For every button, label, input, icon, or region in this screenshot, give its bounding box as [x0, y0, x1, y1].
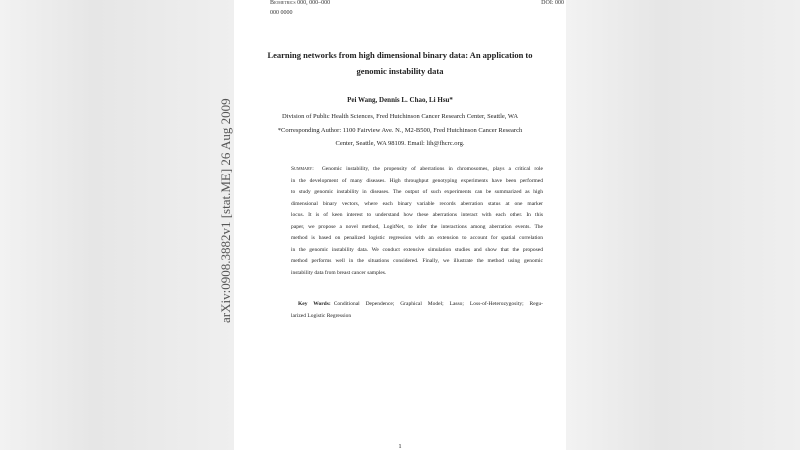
- paper-title-line-1: Learning networks from high dimensional binary data: An application to: [267, 50, 533, 60]
- summary-label: Summary:: [291, 166, 314, 172]
- journal-pages: 000, 000–000: [297, 0, 331, 6]
- viewer-background-left: [0, 0, 234, 450]
- journal-name: Biometrics: [270, 0, 296, 6]
- summary-line: paper, we propose a novel method, LogitNet, to infer the interactions among aberration events. The: [291, 223, 543, 230]
- summary-line: locus. It is of keen interest to understand how these aberrations interact with each other. In this: [291, 212, 543, 218]
- keywords-line: Conditional Dependence; Graphical Model; Lasso; Loss-of-Heterozygosity; Regu-: [333, 301, 543, 307]
- summary-line: in the genomic instability data. We conduct extensive simulation studies and show that the proposed: [291, 246, 543, 253]
- affiliation: Division of Public Health Sciences, Fred Hutchinson Cancer Research Center, Seattle, WA: [281, 113, 519, 120]
- summary-line: Genomic instability, the propensity of aberrations in chromosomes, plays a critical role: [321, 166, 543, 172]
- summary-first-line: [291, 166, 543, 172]
- summary-line: instability data from breast cancer samples.: [291, 269, 387, 276]
- paper-page: [218, 0, 566, 450]
- viewer-background-right: [566, 0, 800, 450]
- corresponding-author-line-1: *Corresponding Author: 1100 Fairview Ave. N., M2-B500, Fred Hutchinson Cancer Research: [277, 127, 523, 134]
- summary-line: method performs well in the situations considered. Finally, we illustrate the method using genomic: [291, 258, 543, 264]
- corresponding-author-line-2: Center, Seattle, WA 98109. Email: lih@fhcrc.org.: [335, 140, 465, 147]
- journal-date: 000 0000: [270, 10, 293, 16]
- journal-header: [270, 0, 330, 6]
- summary-line: dimensional binary vectors, where each binary variable records aberration status at one marker: [291, 200, 543, 207]
- summary-line: to study genomic instability in diseases. The output of such experiments can be summarized as high: [291, 189, 543, 195]
- paper-title-line-2: genomic instability data: [356, 66, 444, 76]
- keywords-line: larized Logistic Regression: [291, 312, 352, 319]
- authors: Pei Wang, Dennis L. Chao, Li Hsu*: [347, 96, 453, 104]
- arxiv-stamp-text: arXiv:0908.3882v1 [stat.ME] 26 Aug 2009: [218, 98, 233, 323]
- summary-line: method is based on penalized logistic regression with an extension to account for spatial correlation: [291, 235, 543, 241]
- page-number: 1: [398, 443, 402, 450]
- doi: DOI: 000: [541, 0, 564, 6]
- keywords-label: Key Words:: [298, 301, 331, 307]
- summary-line: in the development of many diseases. High throughput genotyping experiments have been performed: [291, 177, 543, 184]
- keywords-first-line: [298, 301, 543, 307]
